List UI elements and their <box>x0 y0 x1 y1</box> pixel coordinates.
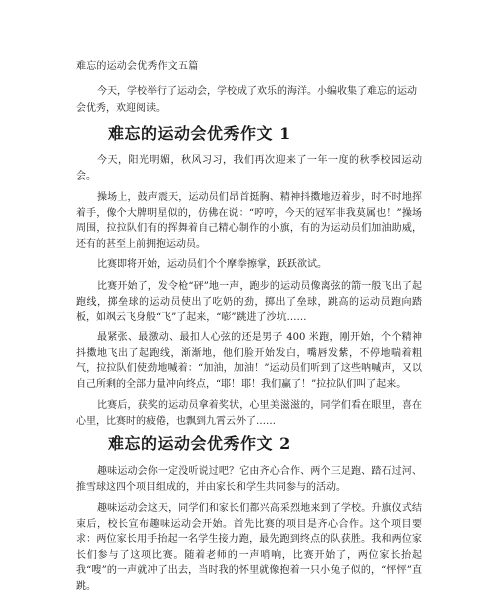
section-heading-1: 难忘的运动会优秀作文 1 <box>108 124 291 143</box>
section-2-paragraph: 趣味运动会这天，同学们和家长们都兴高采烈地来到了学校。升旗仪式结束后，校长宣布趣味运动会开始。首先比赛的项目是齐心合作。这个项目要求：两位家长用手抬起一名学生接力跑，最先跑到终点的队获胜。我和两位家长们参与了这项比赛。随着老师的一声哨响，比赛开始了，两位家长抬起我“嗖”的一声就冲了出去，当时我的怀里就像抱着一只小兔子似的，“怦怦”直跳。 <box>76 503 422 592</box>
intro-paragraph: 今天，学校举行了运动会，学校成了欢乐的海洋。小编收集了难忘的运动会优秀，欢迎阅读。 <box>76 86 417 114</box>
section-1-paragraph: 比赛开始了，发令枪“砰”地一声，跑步的运动员像离弦的箭一般飞出了起跑线，掷垒球的运动员使出了吃奶的劲，掷出了垒球，跳高的运动员跑向踏板，如飒云飞身般“飞”了起来，“嘭”跳进了沙坑…… <box>76 281 422 324</box>
section-1-paragraph: 比赛即将开始，运动员们个个摩拳擦掌，跃跃欲试。 <box>97 259 327 270</box>
document-title: 难忘的运动会优秀作文五篇 <box>76 61 199 72</box>
section-1-paragraph: 比赛后，获奖的运动员拿着奖状，心里美滋滋的，同学们看在眼里，喜在心里，比赛时的疲倦，也飘到九霄云外了…… <box>76 400 422 427</box>
section-2-paragraph: 趣味运动会你一定没听说过吧？它由齐心合作、两个三足跑、踏石过河、推雪球这四个项目组成的，并由家长和学生共同参与的活动。 <box>76 466 422 493</box>
section-1-paragraph: 操场上，鼓声震天，运动员们昂首挺胸、精神抖擞地迈着步，时不时地挥着手，像个大牌明星似的，仿佛在说：“哼哼，今天的冠军非我莫属也！”操场周围，拉拉队们有的挥舞着自己精心制作的小旗，有的为运动员们加油助威，还有的甚至上前拥抱运动员。 <box>76 192 422 250</box>
section-heading-2: 难忘的运动会优秀作文 2 <box>108 434 291 453</box>
section-1-paragraph: 最紧张、最激动、最扣人心弦的还是男子 400 米跑，刚开始，个个精神抖擞地飞出了起跑线，渐渐地，他们脸开始发白，嘴唇发紫，不停地喘着粗气，拉拉队们使劲地喊着：“加油，加油！”运动员们听到了这些呐喊声，又以自己所剩的全部力量冲向终点，“耶！耶！我们赢了！”拉拉队们叫了起来。 <box>76 332 422 390</box>
section-1-paragraph: 今天，阳光明媚，秋风习习，我们再次迎来了一年一度的秋季校园运动会。 <box>76 155 422 182</box>
